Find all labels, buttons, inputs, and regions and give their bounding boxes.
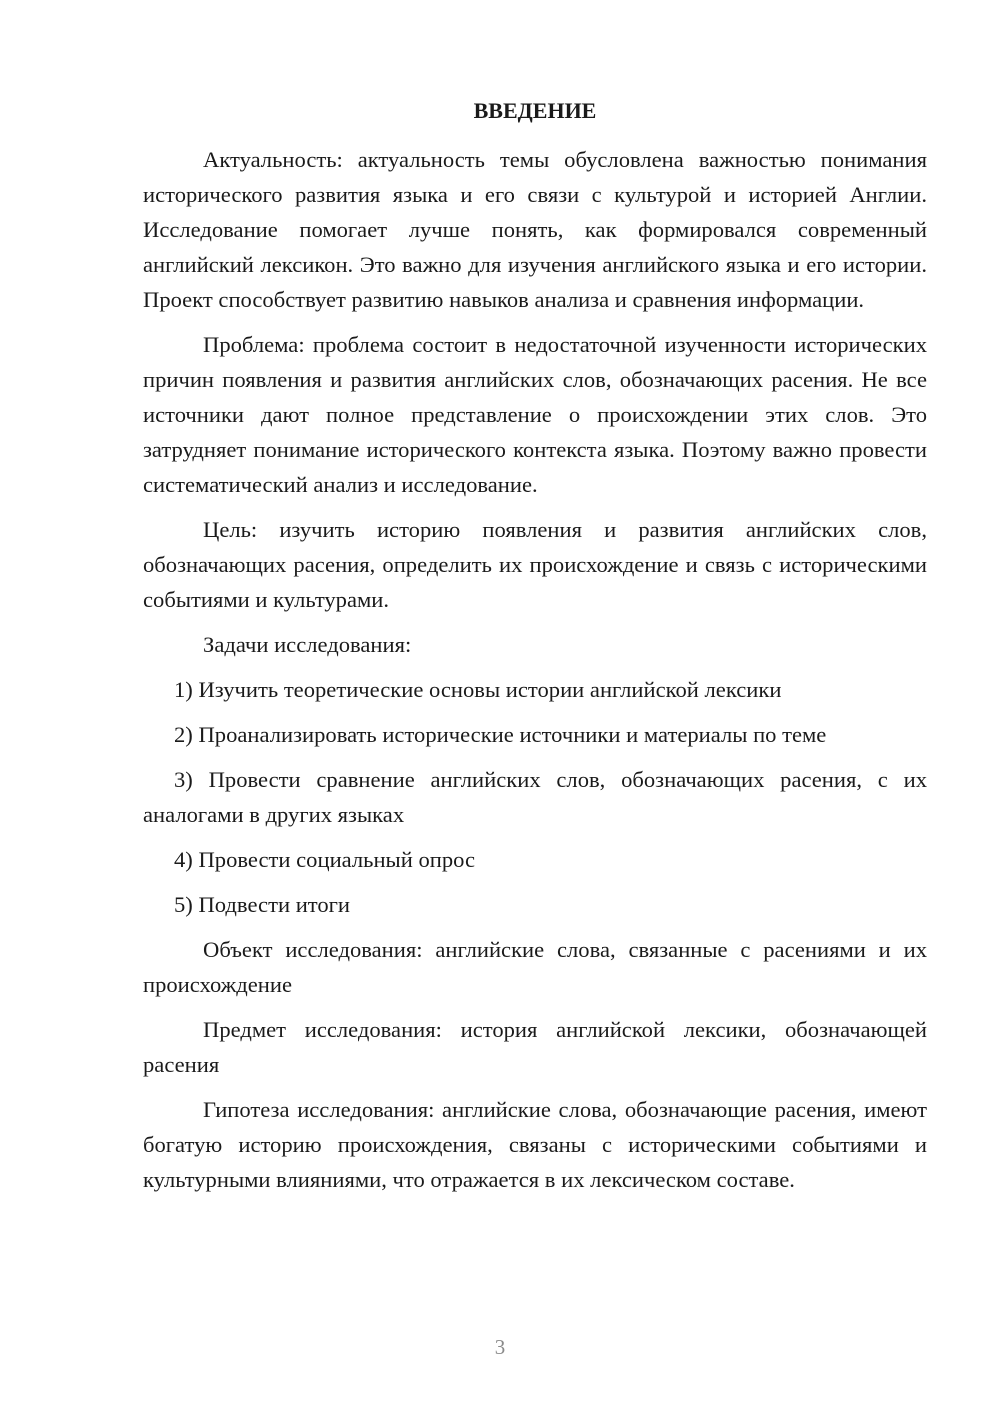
task-item-4: 4) Провести социальный опрос <box>174 847 476 872</box>
task-item-1: 1) Изучить теоретические основы истории английской лексики <box>174 677 782 702</box>
paragraph-relevance: Актуальность: актуальность темы обусловлена важностью понимания исторического развития языка и его связи с культурой и историей Англии. Исследование помогает лучше понять, как формировался современный английский лексикон. Это важно для изучения английского языка и его истории. Проект способствует развитию навыков анализа и сравнения информации. <box>143 147 927 312</box>
document-body <box>143 142 927 1207</box>
paragraph-hypothesis: Гипотеза исследования: английские слова, обозначающие расения, имеют богатую историю происхождения, связаны с историческими событиями и культурными влияниями, что отражается в их лексическом составе. <box>143 1097 927 1192</box>
page-number: 3 <box>494 1335 506 1359</box>
paragraph-object: Объект исследования: английские слова, связанные с расениями и их происхождение <box>143 937 927 997</box>
paragraph-subject: Предмет исследования: история английской лексики, обозначающей расения <box>143 1017 927 1077</box>
paragraph-problem: Проблема: проблема состоит в недостаточной изученности исторических причин появления и развития английских слов, обозначающих расения. Не все источники дают полное представление о происхождении этих слов. Это затрудняет понимание исторического контекста языка. Поэтому важно провести систематический анализ и исследование. <box>143 332 927 497</box>
paragraph-goal: Цель: изучить историю появления и развития английских слов, обозначающих расения, определить их происхождение и связь с историческими событиями и культурами. <box>143 517 927 612</box>
document-title: ВВЕДЕНИЕ <box>473 98 597 123</box>
task-item-2: 2) Проанализировать исторические источники и материалы по теме <box>174 722 827 747</box>
task-item-3: 3) Провести сравнение английских слов, обозначающих расения, с их аналогами в других языках <box>143 767 927 827</box>
task-item-5: 5) Подвести итоги <box>174 892 351 917</box>
paragraph-tasks-heading: Задачи исследования: <box>203 632 412 657</box>
